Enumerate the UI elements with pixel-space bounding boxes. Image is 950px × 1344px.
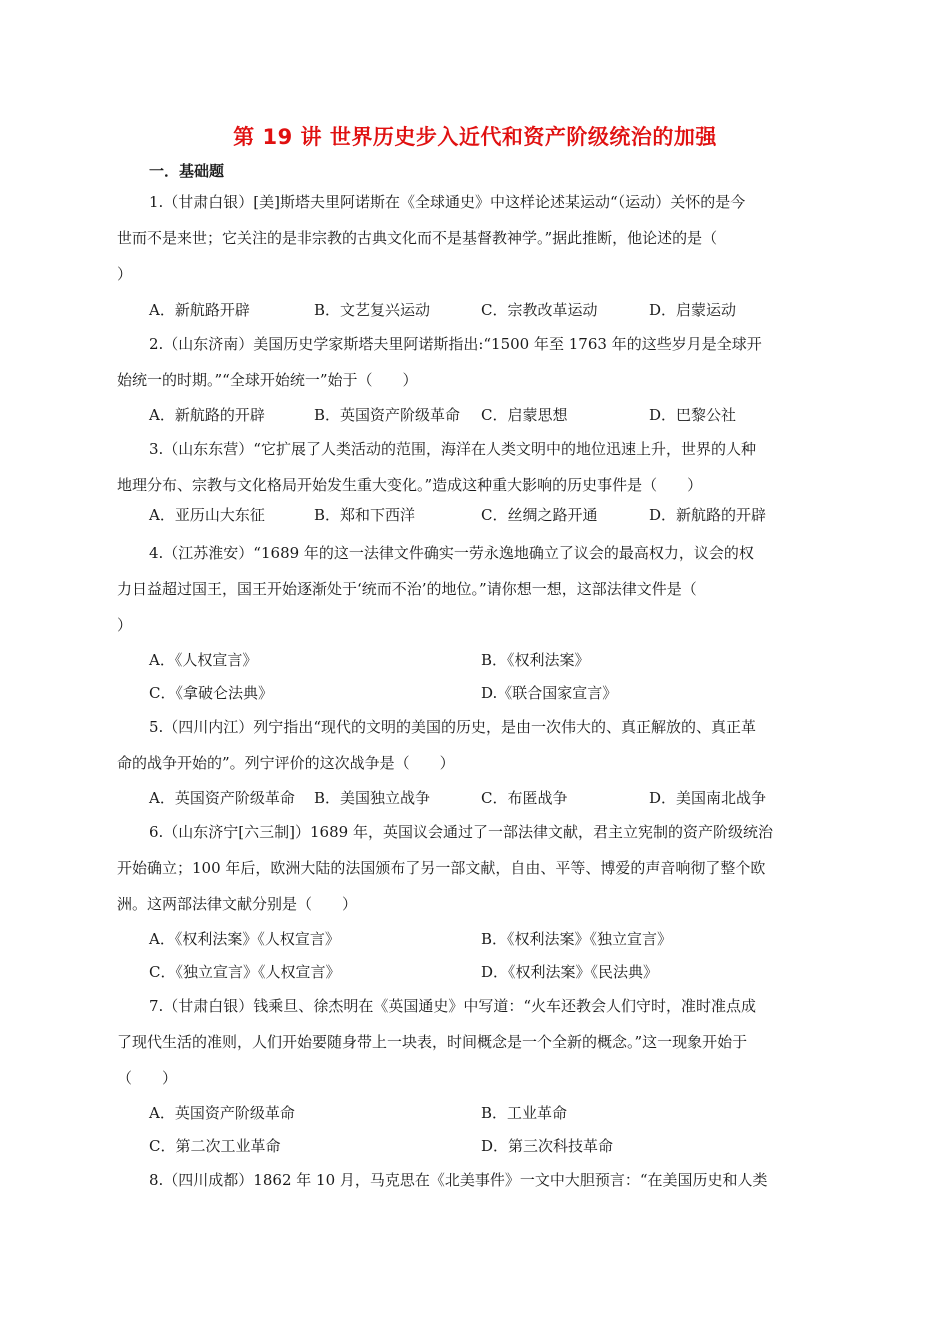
question-2-option-a: A．新航路的开辟 [149, 406, 265, 424]
question-6-option-a: A．《权利法案》《人权宣言》 [149, 930, 340, 948]
question-6-line-2: 开始确立；100 年后，欧洲大陆的法国颁布了另一部文献，自由、平等、博爱的声音响彻了整个欧 [117, 859, 766, 877]
question-6-line-1: 6.（山东济宁[六三制]）1689 年，英国议会通过了一部法律文献，君主立宪制的资产阶级统治 [149, 823, 773, 841]
question-6-option-b: B．《权利法案》《独立宣言》 [481, 930, 673, 948]
question-1-option-b: B．文艺复兴运动 [314, 301, 431, 319]
question-4-line-1: 4.（江苏淮安）“1689 年的这一法律文件确实一劳永逸地确立了议会的最高权力，议会的权 [149, 544, 754, 562]
question-7-line-1: 7.（甘肃白银）钱乘旦、徐杰明在《英国通史》中写道：“火车还教会人们守时，准时准点成 [149, 997, 756, 1015]
question-3-line-2: 地理分布、宗教与文化格局开始发生重大变化。”造成这种重大影响的历史事件是（ ） [117, 476, 703, 494]
question-7-line-2: 了现代生活的准则，人们开始要随身带上一块表，时间概念是一个全新的概念。”这一现象开始于 [117, 1033, 748, 1051]
question-8-line-1: 8.（四川成都）1862 年 10 月，马克思在《北美事件》一文中大胆预言：“在美国历史和人类 [149, 1171, 768, 1189]
question-3-option-a: A．亚历山大东征 [149, 506, 265, 524]
question-5-option-a: A．英国资产阶级革命 [149, 789, 295, 807]
question-1-option-a: A．新航路开辟 [149, 301, 250, 319]
question-4-option-a: A．《人权宣言》 [149, 651, 258, 669]
question-1-line-2: 世而不是来世；它关注的是非宗教的古典文化而不是基督教神学。”据此推断，他论述的是（ [117, 229, 718, 247]
question-4-line-2: 力日益超过国王，国王开始逐渐处于‘统而不治’的地位。”请你想一想，这部法律文件是（ [117, 580, 697, 598]
question-1-option-d: D．启蒙运动 [649, 301, 737, 319]
question-3-option-d: D．新航路的开辟 [649, 506, 767, 524]
question-6-line-3: 洲。这两部法律文献分别是（ ） [117, 895, 358, 913]
question-1-line-3: ） [117, 265, 133, 283]
question-2-line-1: 2.（山东济南）美国历史学家斯塔夫里阿诺斯指出:“1500 年至 1763 年的这些岁月是全球开 [149, 335, 762, 353]
question-7-line-3: （ ） [117, 1069, 178, 1087]
question-5-option-c: C．布匿战争 [481, 789, 568, 807]
page-title: 第 19 讲 世界历史步入近代和资产阶级统治的加强 [233, 125, 717, 149]
question-3-line-1: 3.（山东东营）“它扩展了人类活动的范围，海洋在人类文明中的地位迅速上升，世界的人种 [149, 440, 756, 458]
question-3-option-c: C．丝绸之路开通 [481, 506, 598, 524]
question-6-option-c: C．《独立宣言》《人权宣言》 [149, 963, 341, 981]
question-4-option-b: B．《权利法案》 [481, 651, 590, 669]
question-7-option-b: B．工业革命 [481, 1104, 568, 1122]
question-1-line-1: 1.（甘肃白银）[美]斯塔夫里阿诺斯在《全球通史》中这样论述某运动“（运动）关怀的是今 [149, 193, 746, 211]
question-4-option-d: D.《联合国家宣言》 [481, 684, 618, 702]
question-2-option-d: D．巴黎公社 [649, 406, 737, 424]
section-heading: 一．基础题 [149, 162, 225, 180]
question-7-option-d: D．第三次科技革命 [481, 1137, 614, 1155]
question-5-line-2: 命的战争开始的”。列宁评价的这次战争是（ ） [117, 754, 455, 772]
question-4-option-c: C．《拿破仑法典》 [149, 684, 273, 702]
question-7-option-c: C．第二次工业革命 [149, 1137, 281, 1155]
question-2-option-c: C．启蒙思想 [481, 406, 568, 424]
question-4-line-3: ） [117, 616, 133, 634]
question-1-option-c: C．宗教改革运动 [481, 301, 598, 319]
question-5-option-b: B．美国独立战争 [314, 789, 431, 807]
question-6-option-d: D．《权利法案》《民法典》 [481, 963, 659, 981]
question-7-option-a: A．英国资产阶级革命 [149, 1104, 295, 1122]
question-2-line-2: 始统一的时期。”“全球开始统一”始于（ ） [117, 371, 418, 389]
question-2-option-b: B．英国资产阶级革命 [314, 406, 461, 424]
question-3-option-b: B．郑和下西洋 [314, 506, 416, 524]
question-5-option-d: D．美国南北战争 [649, 789, 767, 807]
question-5-line-1: 5.（四川内江）列宁指出“现代的文明的美国的历史，是由一次伟大的、真正解放的、真正革 [149, 718, 756, 736]
